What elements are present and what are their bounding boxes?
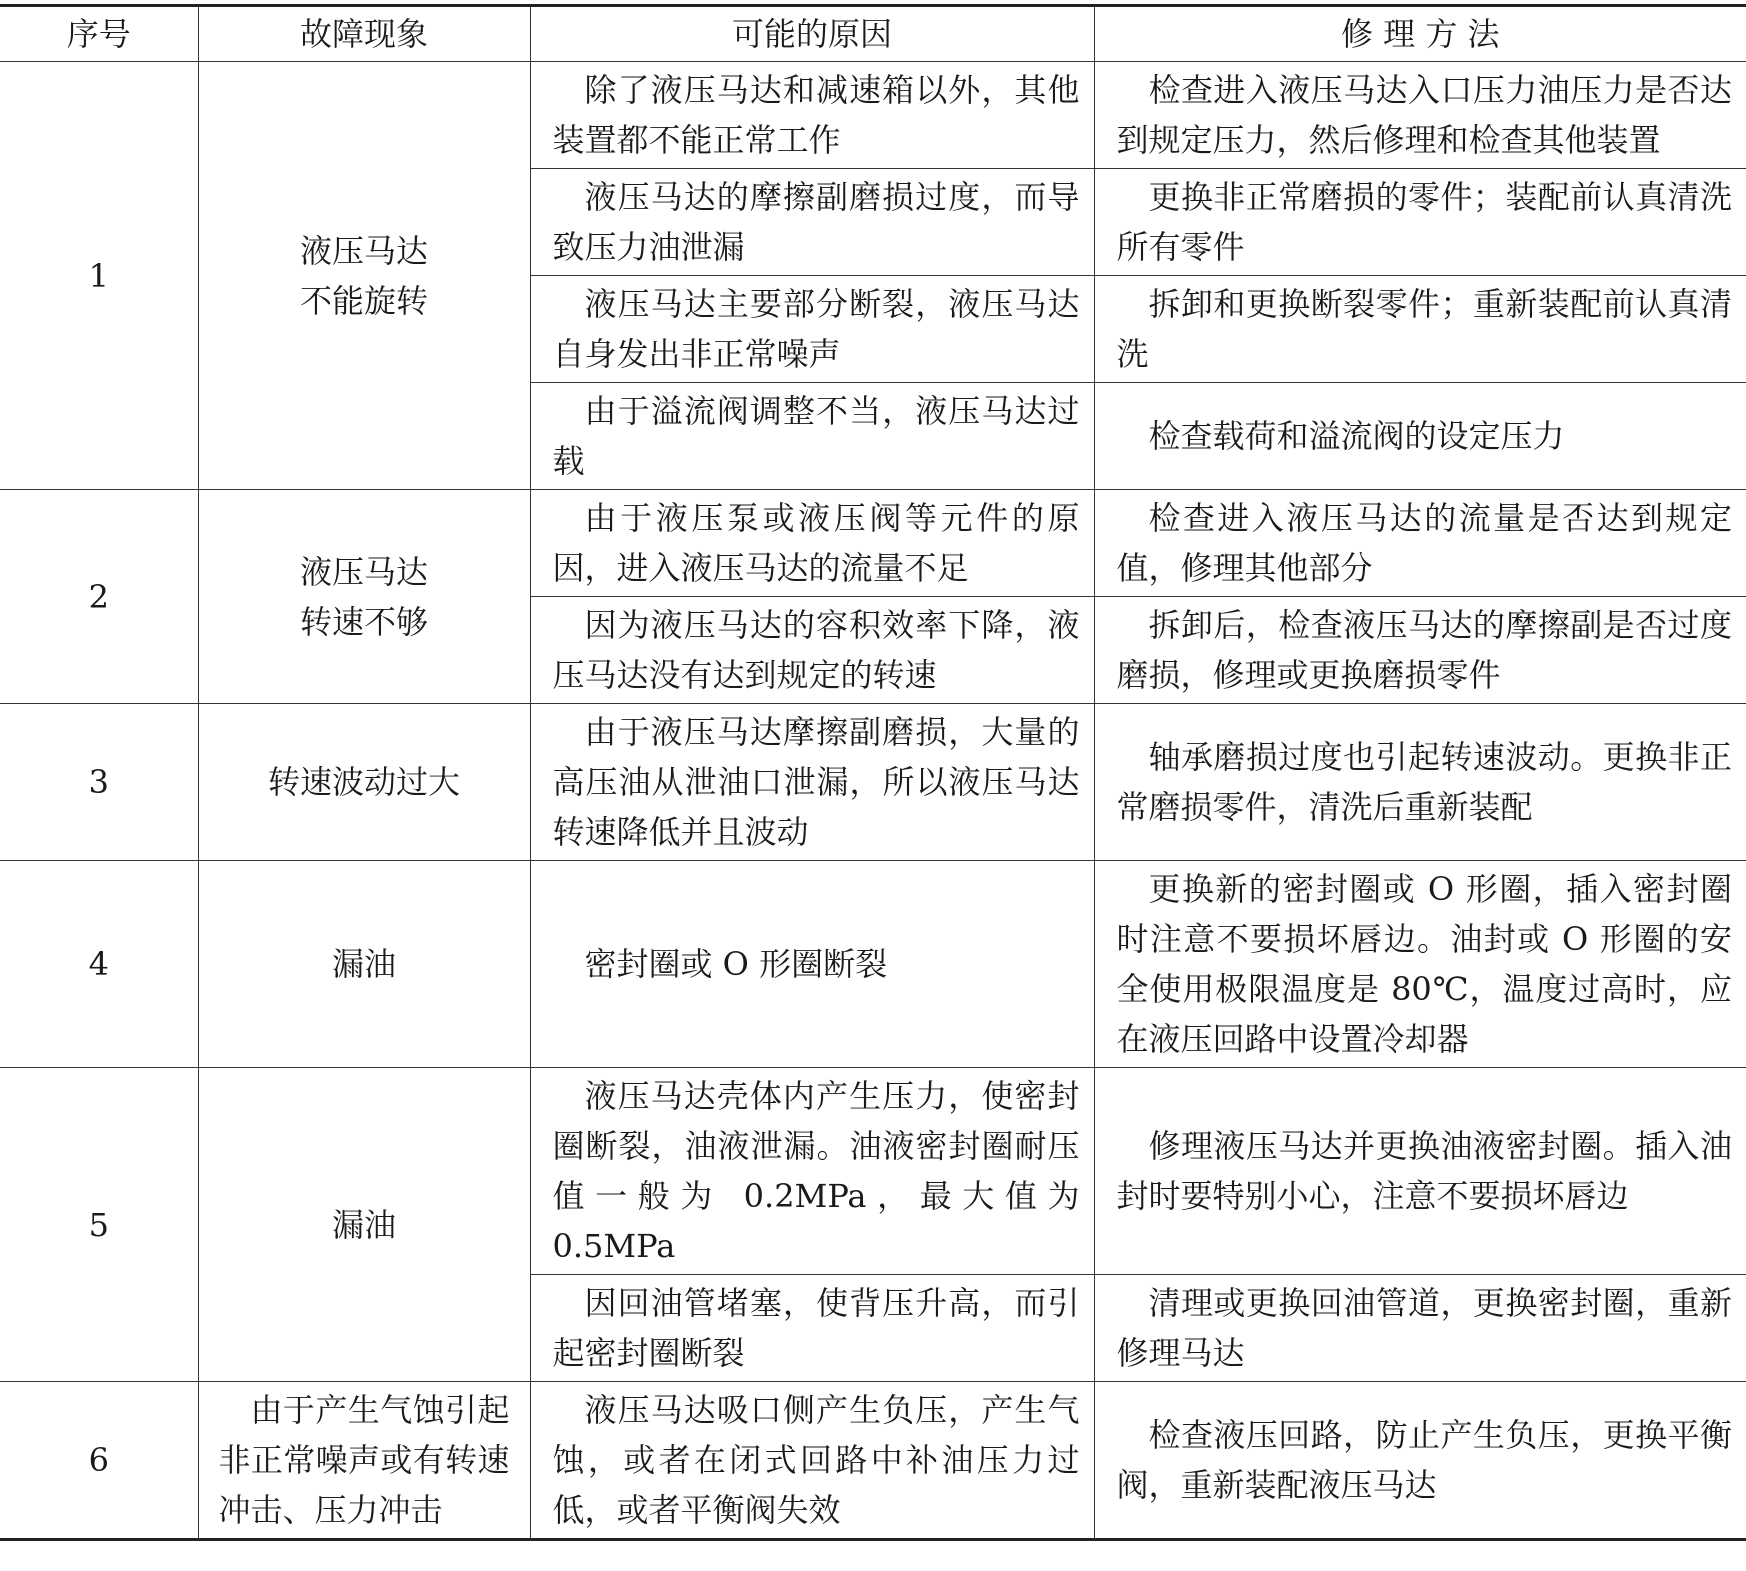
cell-fix: 轴承磨损过度也引起转速波动。更换非正常磨损零件，清洗后重新装配 [1094,704,1746,861]
cell-cause: 液压马达吸口侧产生负压，产生气蚀，或者在闭式回路中补油压力过低，或者平衡阀失效 [530,1382,1094,1540]
table-row [0,704,1746,861]
cell-fix: 更换非正常磨损的零件；装配前认真清洗所有零件 [1094,169,1746,276]
cell-symptom: 液压马达 不能旋转 [198,62,530,490]
header-row [0,6,1746,62]
cell-fix: 检查进入液压马达入口压力油压力是否达到规定压力，然后修理和检查其他装置 [1094,62,1746,169]
header-cause: 可能的原因 [530,6,1094,62]
cell-number: 5 [0,1068,198,1382]
table-row [0,62,1746,169]
cell-fix: 修理液压马达并更换油液密封圈。插入油封时要特别小心，注意不要损坏唇边 [1094,1068,1746,1275]
cell-cause: 液压马达的摩擦副磨损过度，而导致压力油泄漏 [530,169,1094,276]
fault-table [0,4,1746,1541]
cell-fix: 拆卸和更换断裂零件；重新装配前认真清洗 [1094,276,1746,383]
table-row [0,490,1746,597]
cell-cause: 液压马达主要部分断裂，液压马达自身发出非正常噪声 [530,276,1094,383]
cell-number: 4 [0,861,198,1068]
cell-fix: 清理或更换回油管道，更换密封圈，重新修理马达 [1094,1275,1746,1382]
cell-cause: 除了液压马达和减速箱以外，其他装置都不能正常工作 [530,62,1094,169]
cell-symptom: 漏油 [198,1068,530,1382]
table-header [0,6,1746,62]
cell-fix: 检查载荷和溢流阀的设定压力 [1094,383,1746,490]
cell-fix: 检查进入液压马达的流量是否达到规定值，修理其他部分 [1094,490,1746,597]
header-fix: 修 理 方 法 [1094,6,1746,62]
cell-cause: 因为液压马达的容积效率下降，液压马达没有达到规定的转速 [530,597,1094,704]
cell-fix: 检查液压回路，防止产生负压，更换平衡阀，重新装配液压马达 [1116,1416,1732,1504]
cell-cause: 由于液压马达摩擦副磨损，大量的高压油从泄油口泄漏，所以液压马达转速降低并且波动 [530,704,1094,861]
cell-number: 2 [0,490,198,704]
cell-fix: 更换新的密封圈或 O 形圈，插入密封圈时注意不要损坏唇边。油封或 O 形圈的安全使用极限温度是 80℃，温度过高时，应在液压回路中设置冷却器 [1094,861,1746,1068]
cell-number: 1 [0,62,198,490]
table-row [0,861,1746,1068]
cell-cause: 因回油管堵塞，使背压升高，而引起密封圈断裂 [530,1275,1094,1382]
header-symptom: 故障现象 [198,6,530,62]
cell-symptom: 漏油 [198,861,530,1068]
cell-fix: 拆卸后，检查液压马达的摩擦副是否过度磨损，修理或更换磨损零件 [1094,597,1746,704]
cell-cause: 由于溢流阀调整不当，液压马达过载 [530,383,1094,490]
table-row [0,1068,1746,1275]
cell-cause: 密封圈或 O 形圈断裂 [530,861,1094,1068]
cell-symptom: 转速波动过大 [198,704,530,861]
cell-symptom: 液压马达 转速不够 [198,490,530,704]
cell-cause: 由于液压泵或液压阀等元件的原因，进入液压马达的流量不足 [530,490,1094,597]
cell-symptom: 由于产生气蚀引起非正常噪声或有转速冲击、压力冲击 [198,1382,530,1540]
table-body [0,62,1746,1540]
cell-number: 6 [0,1382,198,1540]
cell-cause: 液压马达壳体内产生压力，使密封圈断裂，油液泄漏。油液密封圈耐压值一般为 0.2MPa，最大值为 0.5MPa [530,1068,1094,1275]
header-no: 序号 [0,6,198,62]
cell-number: 3 [0,704,198,861]
table-row [0,1382,1746,1540]
